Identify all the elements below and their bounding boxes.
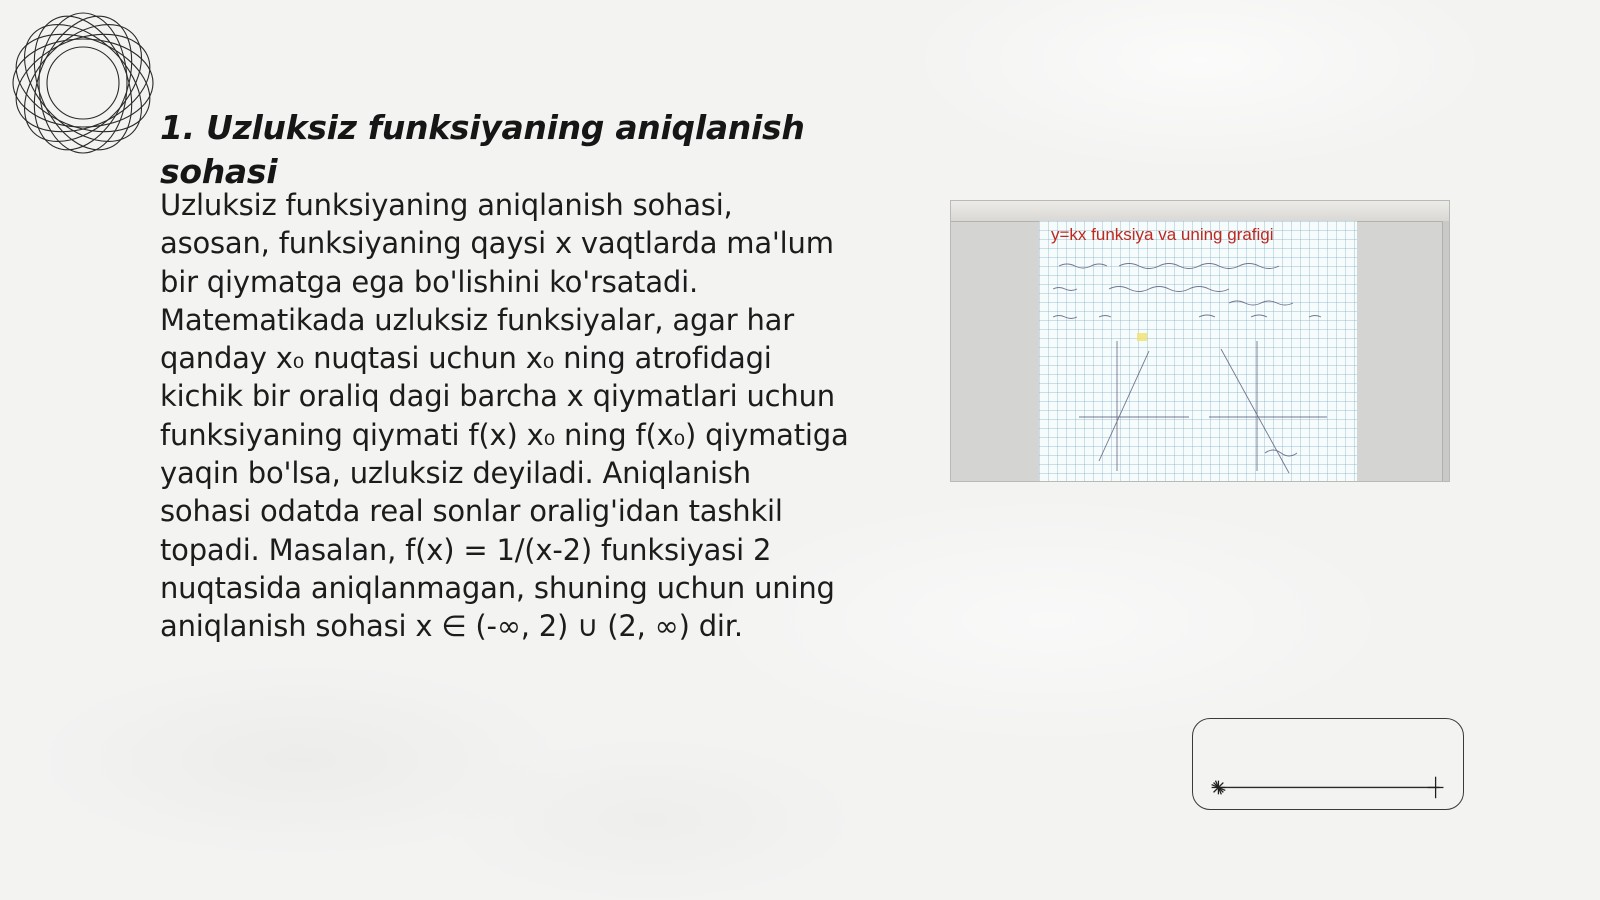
timeline-decoration [1192, 718, 1464, 810]
slide-title: 1. Uzluksiz funksiyaning aniqlanish sohasi [160, 108, 805, 191]
rosette-petal [39, 13, 127, 153]
figure-scrollbar [1442, 221, 1449, 482]
figure-caption: y=kx funksiya va uning grafigi [1051, 225, 1274, 244]
graph-notes-image [950, 200, 1450, 482]
timeline-line [1193, 719, 1463, 809]
figure-toolbar [951, 201, 1449, 222]
rosette-center-ring [47, 47, 119, 119]
cross-star-icon [1428, 777, 1444, 799]
rosette-petal [10, 10, 156, 156]
rosette-petal [13, 39, 153, 127]
sparkle-icon [1212, 781, 1226, 795]
rosette-decoration-icon [10, 10, 156, 156]
rosette-petal [10, 10, 156, 156]
figure-sketch [1039, 221, 1357, 482]
slide-body-text: Uzluksiz funksiyaning aniqlanish sohasi, asosan, funksiyaning qaysi x vaqtlarda ma'lum bir qiymatga ega bo'lishini ko'rsatadi. Matematikada uzluksiz funksiyalar, agar har qanday x₀ nuqtasi uchun x₀ ning atrofidagi kichik bir oraliq dagi barcha x qiymatlari uchun funksiyaning qiymati f(x) x₀ ning f(x₀) qiymatiga yaqin bo'lsa, uzluksiz deyiladi. Aniqlanish sohasi odatda real sonlar oralig'idan tashkil topadi. Masalan, f(x) = 1/(x-2) funksiyasi 2 nuqtasida aniqlanmagan, shuning uchun uning aniqlanish sohasi x ∈ (-∞, 2) ∪ (2, ∞) dir. [160, 188, 849, 644]
